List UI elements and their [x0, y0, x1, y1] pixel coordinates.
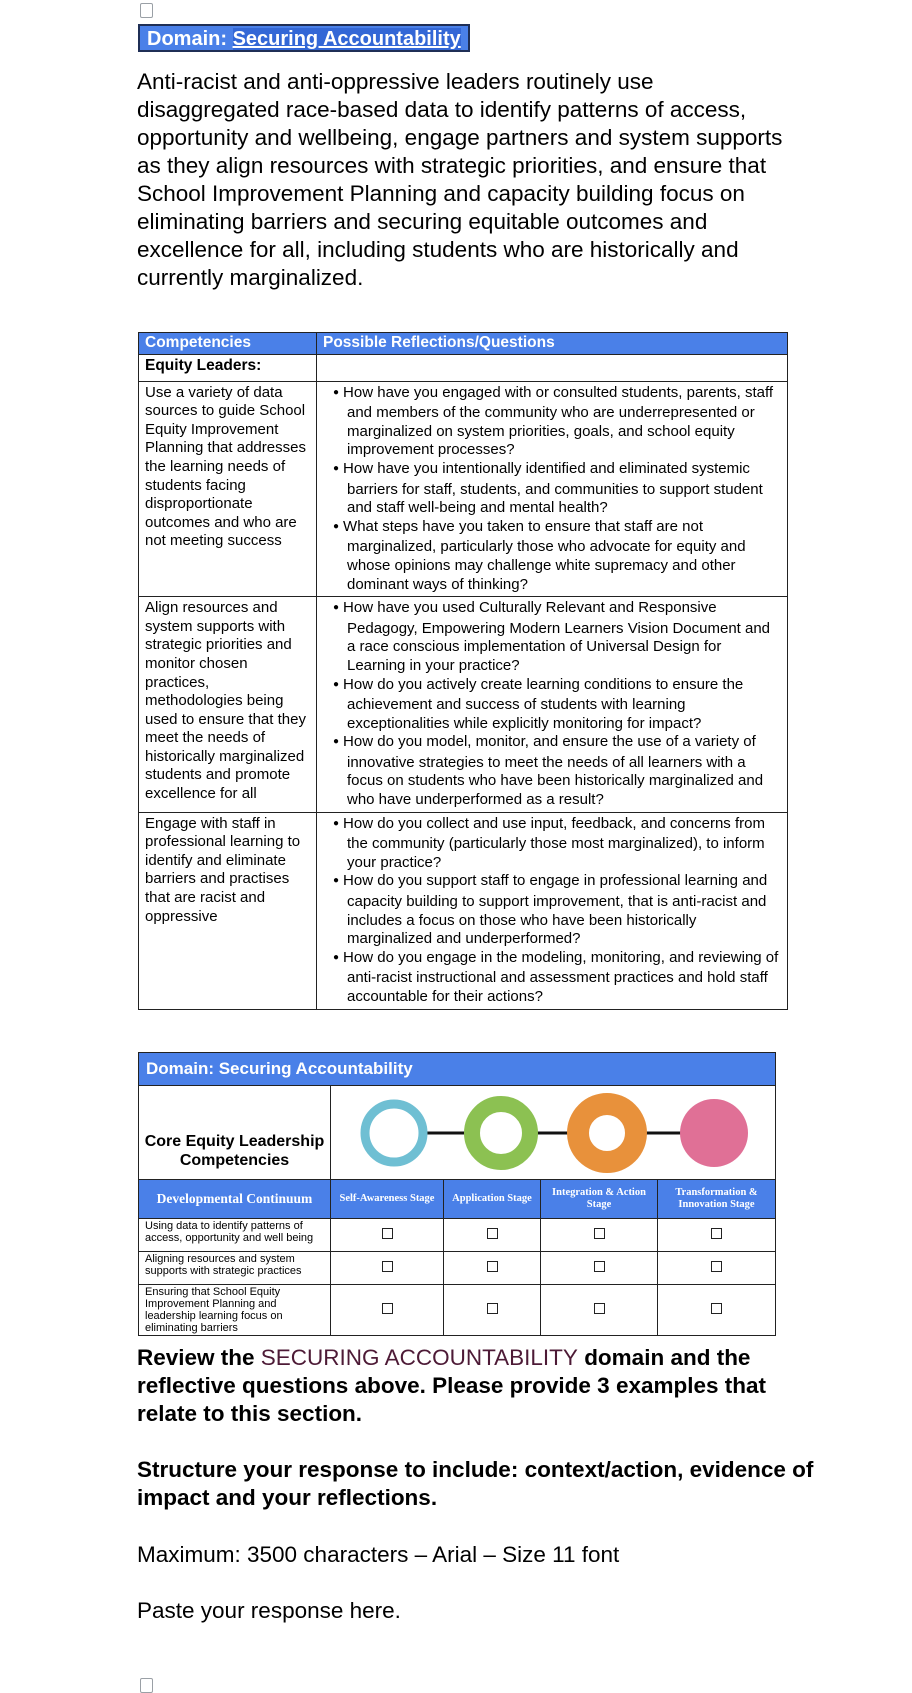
- continuum-row-label: Aligning resources and system supports with strategic practices: [139, 1252, 331, 1285]
- competency-cell: Engage with staff in professional learning to identify and eliminate barriers and practises that are racist and oppressive: [139, 812, 317, 1009]
- list-item: ● How have you engaged with or consulted students, parents, staff and members of the community who are underrepresented or marginalized on system priorities, goals, and school equity improvement processes?: [333, 384, 781, 460]
- list-item: ● How do you collect and use input, feedback, and concerns from the community (particularly those most marginalized), to inform your practice?: [333, 815, 781, 873]
- intro-paragraph: Anti-racist and anti-oppressive leaders routinely use disaggregated race-based data to identify patterns of access, opportunity and wellbeing, engage partners and system supports as they align resources with strategic priorities, and ensure that School Improvement Planning and capacity building focus on eliminating barriers and securing equitable outcomes and excellence for all, including students who are historically and currently marginalized.: [137, 69, 783, 290]
- table-row: [139, 597, 788, 813]
- stage-checkbox[interactable]: [487, 1261, 498, 1272]
- stage-circles: [331, 1086, 776, 1180]
- table-row: [139, 381, 788, 597]
- stage-checkbox[interactable]: [594, 1303, 605, 1314]
- list-item: ● How do you support staff to engage in professional learning and capacity building to support improvement, that is anti-racist and includes a focus on those who have been historically marginalized and underperformed?: [333, 872, 781, 948]
- equity-leaders-blank: [317, 354, 788, 381]
- table-row: [139, 1252, 776, 1285]
- application-circle-icon: [472, 1104, 530, 1162]
- table-row: [139, 1285, 776, 1336]
- review-prompt: [137, 1344, 817, 1428]
- continuum-row-label: Ensuring that School Equity Improvement Planning and leadership learning focus on eliminating barriers: [139, 1285, 331, 1336]
- stage-checkbox[interactable]: [382, 1228, 393, 1239]
- stage-checkbox[interactable]: [382, 1303, 393, 1314]
- prompt-part1: Review the: [137, 1345, 261, 1370]
- stage-application: Application Stage: [444, 1180, 541, 1219]
- list-item: ● How do you actively create learning conditions to ensure the achievement and success of students with learning exceptionalities while explicitly monitoring for impact?: [333, 676, 781, 734]
- list-item: ● How have you intentionally identified and eliminated systemic barriers for staff, students, and communities to support student and staff well-being and mental health?: [333, 460, 781, 518]
- stage-transformation: Transformation & Innovation Stage: [658, 1180, 776, 1219]
- list-item: ● What steps have you taken to ensure that staff are not marginalized, particularly those who advocate for equity and whose opinions may challenge white supremacy and other dominant ways of thinking?: [333, 518, 781, 594]
- stage-integration: Integration & Action Stage: [541, 1180, 658, 1219]
- stage-self-awareness: Self-Awareness Stage: [331, 1180, 444, 1219]
- questions-cell: [317, 812, 788, 1009]
- competency-table: [138, 332, 788, 1010]
- self-awareness-circle-icon: [365, 1104, 423, 1162]
- transformation-circle-icon: [680, 1099, 748, 1167]
- continuum-row-label: Using data to identify patterns of access, opportunity and well being: [139, 1219, 331, 1252]
- checkbox-icon[interactable]: [140, 3, 153, 18]
- stage-checkbox[interactable]: [711, 1228, 722, 1239]
- stage-checkbox[interactable]: [711, 1303, 722, 1314]
- list-item: ● How do you model, monitor, and ensure the use of a variety of innovative strategies to meet the needs of all learners with a focus on students who have been historically marginalized and who have underperformed as a result?: [333, 733, 781, 809]
- prompt-part2: domain and the reflective questions above. Please provide 3 examples that relate to this section.: [137, 1345, 767, 1426]
- response-area[interactable]: Paste your response here.: [137, 1598, 401, 1623]
- questions-cell: [317, 381, 788, 597]
- continuum-domain-title: Domain: Securing Accountability: [139, 1053, 776, 1086]
- core-competencies-title: Core Equity Leadership Competencies: [139, 1086, 331, 1180]
- questions-cell: [317, 597, 788, 813]
- structure-instructions: Structure your response to include: context/action, evidence of impact and your reflections.: [137, 1457, 814, 1510]
- developmental-continuum-label: Developmental Continuum: [139, 1180, 331, 1219]
- heading-highlight: Securing Accountability: [232, 28, 461, 50]
- list-item: ● How do you engage in the modeling, monitoring, and reviewing of anti-racist instructional and assessment practices and hold staff accountable for their actions?: [333, 949, 781, 1007]
- prompt-emphasis: SECURING ACCOUNTABILITY: [260, 1345, 578, 1370]
- integration-circle-icon: [578, 1104, 636, 1162]
- table-row: [139, 1219, 776, 1252]
- competency-cell: Use a variety of data sources to guide School Equity Improvement Planning that addresses the learning needs of students facing disproportionate outcomes and who are not meeting success: [139, 381, 317, 597]
- maximum-note: Maximum: 3500 characters – Arial – Size 11 font: [137, 1542, 620, 1567]
- header-reflections: Possible Reflections/Questions: [317, 333, 788, 355]
- equity-leaders-label: Equity Leaders:: [139, 354, 317, 381]
- competency-cell: Align resources and system supports with strategic priorities and monitor chosen practices, methodologies being used to ensure that they meet the needs of historically marginalized students and promote excellence for all: [139, 597, 317, 813]
- stage-checkbox[interactable]: [711, 1261, 722, 1272]
- heading-prefix: Domain:: [147, 28, 233, 50]
- checkbox-icon[interactable]: [140, 1678, 153, 1693]
- stage-checkbox[interactable]: [487, 1303, 498, 1314]
- stage-checkbox[interactable]: [594, 1228, 605, 1239]
- stage-checkbox[interactable]: [594, 1261, 605, 1272]
- stage-checkbox[interactable]: [487, 1228, 498, 1239]
- header-competencies: Competencies: [139, 333, 317, 355]
- stage-circles-graphic: [331, 1091, 775, 1175]
- list-item: ● How have you used Culturally Relevant and Responsive Pedagogy, Empowering Modern Learners Vision Document and a race conscious implementation of Universal Design for Learning in your practice?: [333, 599, 781, 675]
- continuum-table: [138, 1052, 776, 1336]
- stage-checkbox[interactable]: [382, 1261, 393, 1272]
- domain-heading: [138, 24, 470, 52]
- table-row: [139, 812, 788, 1009]
